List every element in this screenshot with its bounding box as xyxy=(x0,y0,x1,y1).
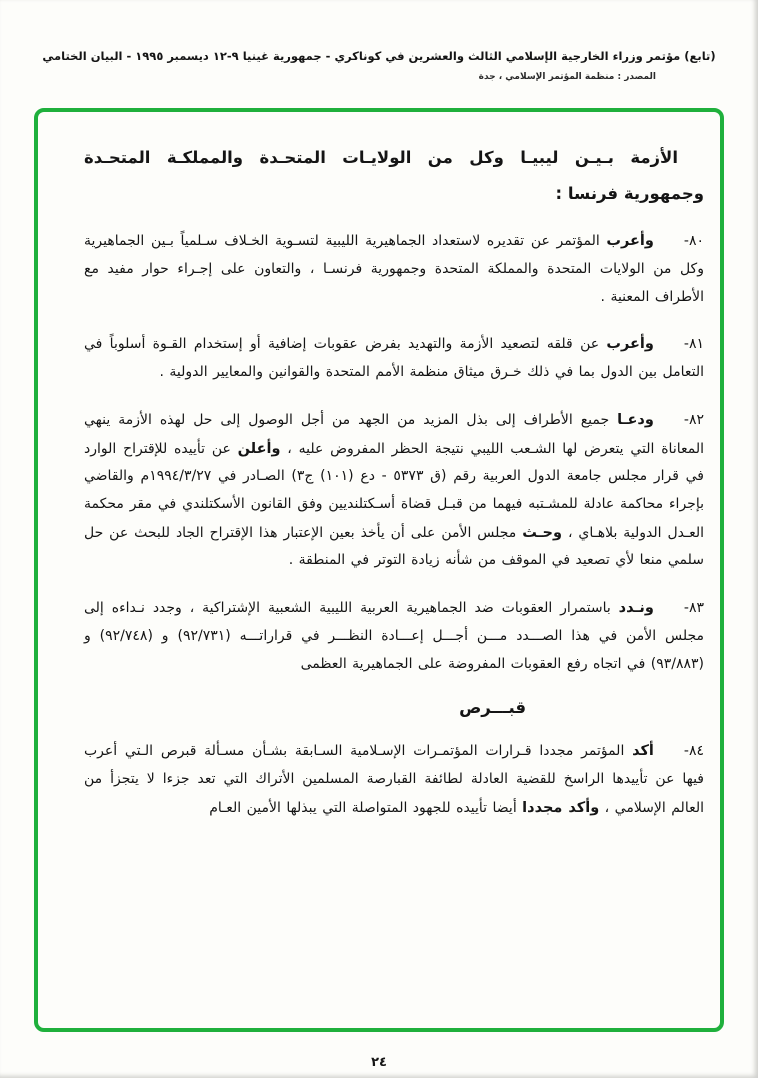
content-border-box xyxy=(34,108,724,1032)
paragraph-number: ٨٤- xyxy=(683,743,704,760)
paragraph-text: عن تأييده للإقتراح الوارد في قرار مجلس جامعة الدول العربية رقم (ق ٥٣٧٣ - دع (١٠١) ج٣) الصـادر في ١٩٩٤/٣/٢٧م والقاضي بإجراء محاكمة عادلة للمشـتبه فيهما من قبـل قضاة أسـكتلنديين وفق القانون الأسكتلندي في مقر محكمة العـدل الدولية بلاهـاي ، xyxy=(84,440,704,541)
paragraph-text: جميع الأطراف إلى بذل المزيد من الجهد من أجل الوصول إلى حل لهذه الأزمة ينهي المعاناة التي يتعرض لها الشـعب الليبي نتيجة الحظر المفروض عليه ، xyxy=(84,411,704,457)
document-header xyxy=(0,0,758,82)
paragraph-text: المؤتمر عن تقديره لاستعداد الجماهيرية الليبية لتسـوية الخـلاف سـلمياً بـين الجماهيرية وكل من الولايات المتحدة والمملكة المتحدة وجمهورية فرنسـا ، والتعاون على إجـراء حوار مفيد مع الأطراف المعنية . xyxy=(84,233,704,305)
para-82 xyxy=(84,406,704,575)
content-blocks xyxy=(84,227,704,822)
bold-lead-word: ونـدد xyxy=(618,600,654,617)
para-81 xyxy=(84,330,704,386)
cyprus-heading: قبـــرص xyxy=(459,698,526,718)
paragraph-text: باستمرار العقوبات ضد الجماهيرية العربية الليبية الشعبية الإشتراكية ، وجدد نـداءه إلى مجلس الأمن في هذا الصـــدد مـــن أجـــل إعـــادة النظـــر في قراراتـــه (٩٢/٧٣١) و (٩٢/٧٤٨) و (٩٣/٨٨٣) في اتجاه رفع العقوبات المفروضة على الجماهيرية العظمى xyxy=(84,600,704,672)
section-title: الأزمة بـيـن ليبيـا وكل من الولايـات المتحـدة والمملكـة المتحـدة وجمهورية فرنسا : xyxy=(84,148,704,203)
page-number: ٢٤ xyxy=(371,1055,387,1070)
bold-lead-word: وأعرب xyxy=(606,233,654,250)
para-84 xyxy=(84,737,704,822)
bold-lead-word: أكد xyxy=(632,743,654,760)
paragraph-text: المؤتمر مجددا قـرارات المؤتمـرات الإسـلامية السـابقة بشـأن مسـألة قبرص الـتي أعرب فيها عن تأييدها الراسخ للقضية العادلة لطائفة القبارصة المسلمين الأتراك التي تعد جزءا لا يتجزأ من العالم الإسلامي ، xyxy=(84,743,704,816)
para-83 xyxy=(84,594,704,678)
bold-lead-word: وأعلن xyxy=(237,440,281,457)
bold-lead-word: ودعـا xyxy=(617,411,654,428)
paragraph-number: ٨٠- xyxy=(683,233,704,250)
paragraph-number: ٨١- xyxy=(683,336,704,353)
bold-lead-word: وأعرب xyxy=(606,336,654,353)
paragraph-number: ٨٣- xyxy=(683,600,704,617)
para-80 xyxy=(84,227,704,311)
paragraph-number: ٨٢- xyxy=(683,411,704,428)
bold-lead-word: وحـث xyxy=(522,524,563,541)
paragraph-text: مجلس الأمن على أن يأخذ بعين الإعتبار هذا الإقتراح الجاد للبحث عن حل سلمي منعا لأي تصعيد في الموقف من شأنه زيادة التوتر في المنطقة . xyxy=(84,524,704,569)
header-source: المصدر : منظمة المؤتمر الإسلامي ، جدة xyxy=(478,72,656,83)
paragraph-text: أيضا تأييده للجهود المتواصلة التي يبذلها الأمين العـام xyxy=(209,799,523,816)
bold-lead-word: وأكد مجددا xyxy=(522,799,600,816)
header-title: (تابع) مؤتمر وزراء الخارجية الإسلامي الثالث والعشرين في كوناكري - جمهورية غينيا ٩-١٢ ديسمبر ١٩٩٥ - البيان الختامي xyxy=(42,49,716,63)
paragraph-text: عن قلقه لتصعيد الأزمة والتهديد بفرض عقوبات إضافية أو إستخدام القـوة أسلوباً في التعامل بين الدول بما في ذلك خـرق ميثاق منظمة الأمم المتحدة والقوانين والمعايير الدولية . xyxy=(84,336,704,381)
